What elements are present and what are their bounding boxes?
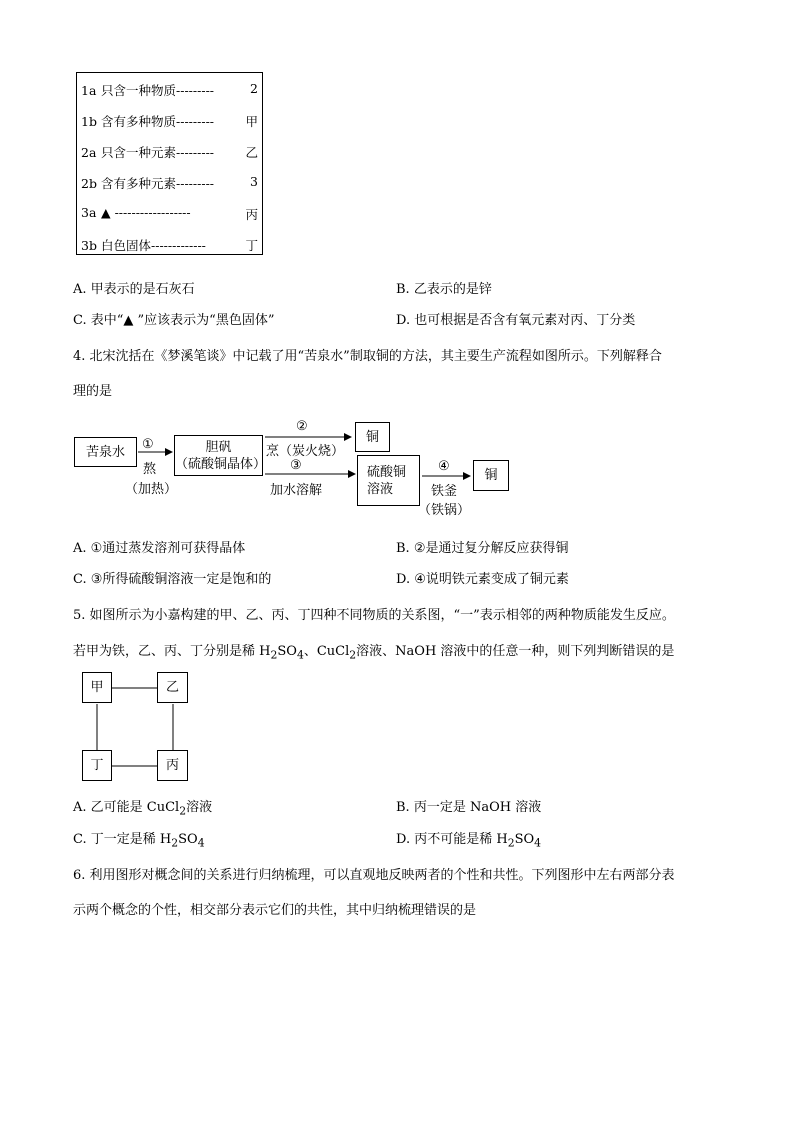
q4-stem-line2: 理的是 <box>73 384 113 399</box>
key-row-1b: 1b 含有多种物质--------- <box>81 114 215 129</box>
q5-option-d <box>396 828 541 850</box>
q3-option-a: A. 甲表示的是石灰石 <box>73 282 195 297</box>
key-result-3a: 丙 <box>245 207 258 222</box>
key-result-2b: 3 <box>250 174 258 189</box>
q6-stem-line2: 示两个概念的个性，相交部分表示它们的共性，其中归纳梳理错误的是 <box>73 903 477 918</box>
key-row-text: 只含一种元素--------- <box>101 145 215 160</box>
step3-label: 加水溶解 <box>270 483 323 498</box>
step1-number: ① <box>142 437 154 452</box>
key-result-1a: 2 <box>250 81 258 96</box>
box-label: 铜 <box>365 429 379 445</box>
step1-note: （加热） <box>125 482 178 497</box>
q5-option-c <box>73 828 205 850</box>
subscript: 2 <box>179 804 187 818</box>
text: 若甲为铁，乙、丙、丁分别是稀 H <box>73 644 271 659</box>
text: C. 丁一定是稀 H <box>73 832 172 847</box>
key-row-1a: 1a 只含一种物质--------- <box>81 83 215 98</box>
q5-option-b: B. 丙一定是 NaOH 溶液 <box>396 800 542 815</box>
node-label: 丁 <box>90 758 104 773</box>
node-label: 甲 <box>90 680 104 695</box>
node-ding <box>82 750 112 781</box>
text: SO <box>178 832 198 847</box>
node-label: 丙 <box>165 758 179 773</box>
key-row-3a: 3a ▲ ------------------ <box>81 205 191 220</box>
box-label: 溶液 <box>367 481 394 497</box>
subscript: 2 <box>507 836 515 850</box>
key-result-3b: 丁 <box>245 238 258 253</box>
q6-stem-line1: 6. 利用图形对概念间的关系进行归纳梳理，可以直观地反映两者的个性和共性。下列图形中左右两部分表 <box>73 868 675 883</box>
q4-option-d: D. ④说明铁元素变成了铜元素 <box>396 572 569 587</box>
key-result-2a: 乙 <box>245 145 258 160</box>
key-result-1b: 甲 <box>245 114 258 129</box>
key-row-text: ▲ ------------------ <box>101 205 191 220</box>
step4-note: （铁锅） <box>418 503 471 518</box>
key-row-text: 只含一种物质--------- <box>101 83 215 98</box>
key-row-text: 含有多种物质--------- <box>101 114 215 129</box>
box-label: 铜 <box>484 468 498 483</box>
step2-label: 烹（炭火烧） <box>266 444 345 459</box>
text: 溶液 <box>186 800 213 815</box>
text: 、CuCl <box>303 644 350 659</box>
q4-option-b: B. ②是通过复分解反应获得铜 <box>396 541 569 556</box>
step4-label: 铁釜 <box>431 484 458 499</box>
node-jia <box>82 672 112 703</box>
key-row-2a: 2a 只含一种元素--------- <box>81 145 215 160</box>
q3-option-c: C. 表中“▲ ”应该表示为“黑色固体” <box>73 313 275 328</box>
step2-number: ② <box>296 419 308 434</box>
subscript: 2 <box>171 836 179 850</box>
node-label: 乙 <box>165 680 179 695</box>
box-label: 苦泉水 <box>85 444 125 460</box>
key-row-2b: 2b 含有多种元素--------- <box>81 176 215 191</box>
box-label: 硫酸铜 <box>367 464 407 480</box>
q3-option-d: D. 也可根据是否含有氧元素对丙、丁分类 <box>396 313 636 328</box>
text: SO <box>277 644 297 659</box>
step4-number: ④ <box>438 459 450 474</box>
subscript: 2 <box>270 648 278 662</box>
step3-number: ③ <box>290 458 302 473</box>
text: SO <box>514 832 535 847</box>
q4-option-c: C. ③所得硫酸铜溶液一定是饱和的 <box>73 572 272 587</box>
box-label: 胆矾 <box>205 439 232 455</box>
node-yi <box>157 672 188 703</box>
box-label: （硫酸铜晶体） <box>175 456 267 472</box>
key-row-3b: 3b 白色固体------------- <box>81 238 206 253</box>
text: D. 丙不可能是稀 H <box>396 832 508 847</box>
q5-option-a <box>73 796 212 818</box>
q4-option-a: A. ①通过蒸发溶剂可获得晶体 <box>73 541 246 556</box>
subscript: 4 <box>197 836 205 850</box>
subscript: 4 <box>296 648 304 662</box>
text: A. 乙可能是 CuCl <box>73 800 180 815</box>
q5-stem-line1: 5. 如图所示为小嘉构建的甲、乙、丙、丁四种不同物质的关系图，“一”表示相邻的两种物质能发生反应。 <box>73 608 675 623</box>
subscript: 2 <box>349 648 357 662</box>
key-row-text: 白色固体------------- <box>101 238 206 253</box>
step1-label: 熬 <box>143 462 157 477</box>
node-bing <box>157 750 188 781</box>
subscript: 4 <box>534 836 542 850</box>
q4-stem-line1: 4. 北宋沈括在《梦溪笔谈》中记载了用“苦泉水”制取铜的方法，其主要生产流程如图所示。下列解释合 <box>73 349 662 364</box>
key-row-text: 含有多种元素--------- <box>101 176 215 191</box>
q3-option-b: B. 乙表示的是锌 <box>396 282 492 297</box>
text: 溶液、NaOH 溶液中的任意一种，则下列判断错误的是 <box>356 644 675 659</box>
